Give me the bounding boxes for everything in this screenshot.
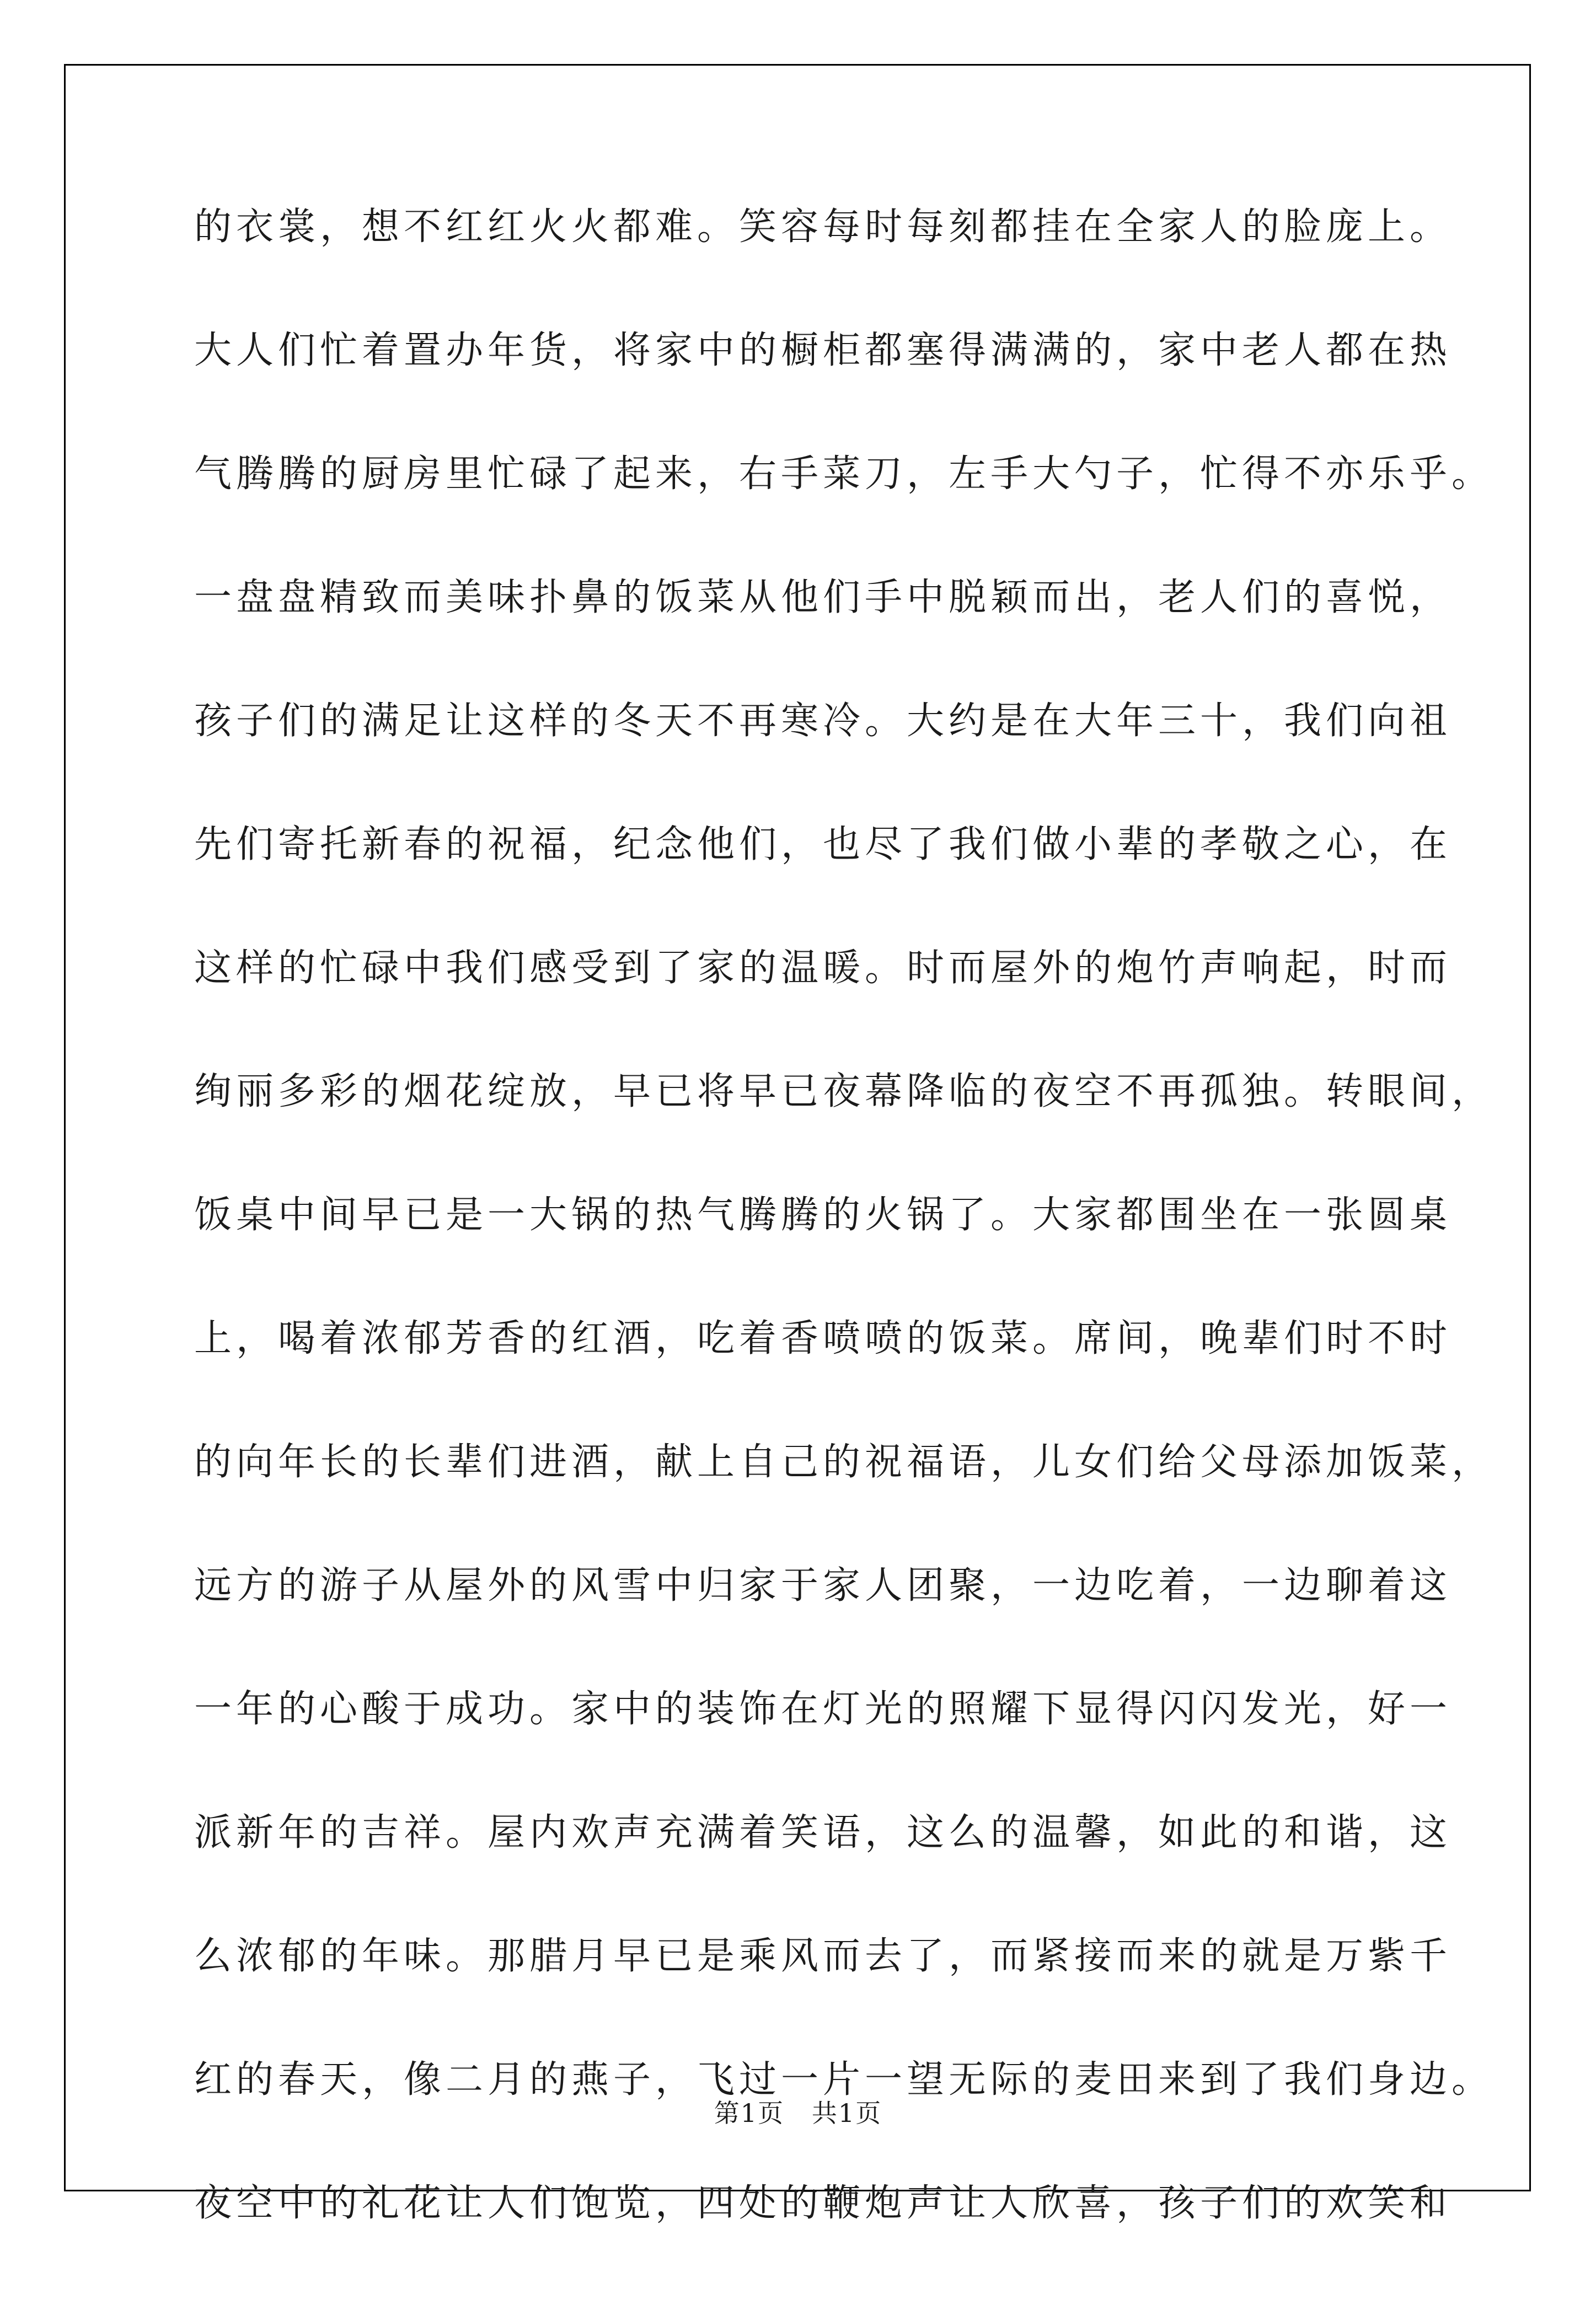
text-line: 上，喝着浓郁芳香的红酒，吃着香喷喷的饭菜。席间，晚辈们时不时: [194, 1317, 1452, 1360]
text-line: 的向年长的长辈们进酒，献上自己的祝福语，儿女们给父母添加饭菜，: [194, 1440, 1494, 1484]
text-line: 红的春天，像二月的燕子，飞过一片一望无际的麦田来到了我们身边。: [194, 2058, 1494, 2102]
text-line: 一盘盘精致而美味扑鼻的饭菜从他们手中脱颖而出，老人们的喜悦，: [194, 576, 1452, 619]
text-line: 孩子们的满足让这样的冬天不再寒冷。大约是在大年三十，我们向祖: [194, 699, 1452, 743]
text-line: 的衣裳，想不红红火火都难。笑容每时每刻都挂在全家人的脸庞上。: [194, 205, 1452, 249]
text-line: 远方的游子从屋外的风雪中归家于家人团聚，一边吃着，一边聊着这: [194, 1564, 1452, 1607]
text-line: 大人们忙着置办年货，将家中的橱柜都塞得满满的，家中老人都在热: [194, 329, 1452, 372]
body-text: [194, 205, 1494, 2305]
text-line: 先们寄托新春的祝福，纪念他们，也尽了我们做小辈的孝敬之心，在: [194, 823, 1452, 866]
text-line: 绚丽多彩的烟花绽放，早已将早已夜幕降临的夜空不再孤独。转眼间，: [194, 1070, 1494, 1113]
text-line: 这样的忙碌中我们感受到了家的温暖。时而屋外的炮竹声响起，时而: [194, 946, 1452, 990]
text-line: 夜空中的礼花让人们饱览，四处的鞭炮声让人欣喜，孩子们的欢笑和: [194, 2181, 1452, 2225]
text-line: 饭桌中间早已是一大锅的热气腾腾的火锅了。大家都围坐在一张圆桌: [194, 1193, 1452, 1237]
text-line: 一年的心酸于成功。家中的装饰在灯光的照耀下显得闪闪发光，好一: [194, 1687, 1452, 1731]
page-number-footer: 第1页 共1页: [714, 2098, 882, 2128]
text-line: 么浓郁的年味。那腊月早已是乘风而去了，而紧接而来的就是万紫千: [194, 1934, 1452, 1978]
text-line: 派新年的吉祥。屋内欢声充满着笑语，这么的温馨，如此的和谐，这: [194, 1811, 1452, 1854]
text-line: 气腾腾的厨房里忙碌了起来，右手菜刀，左手大勺子，忙得不亦乐乎。: [194, 452, 1494, 496]
